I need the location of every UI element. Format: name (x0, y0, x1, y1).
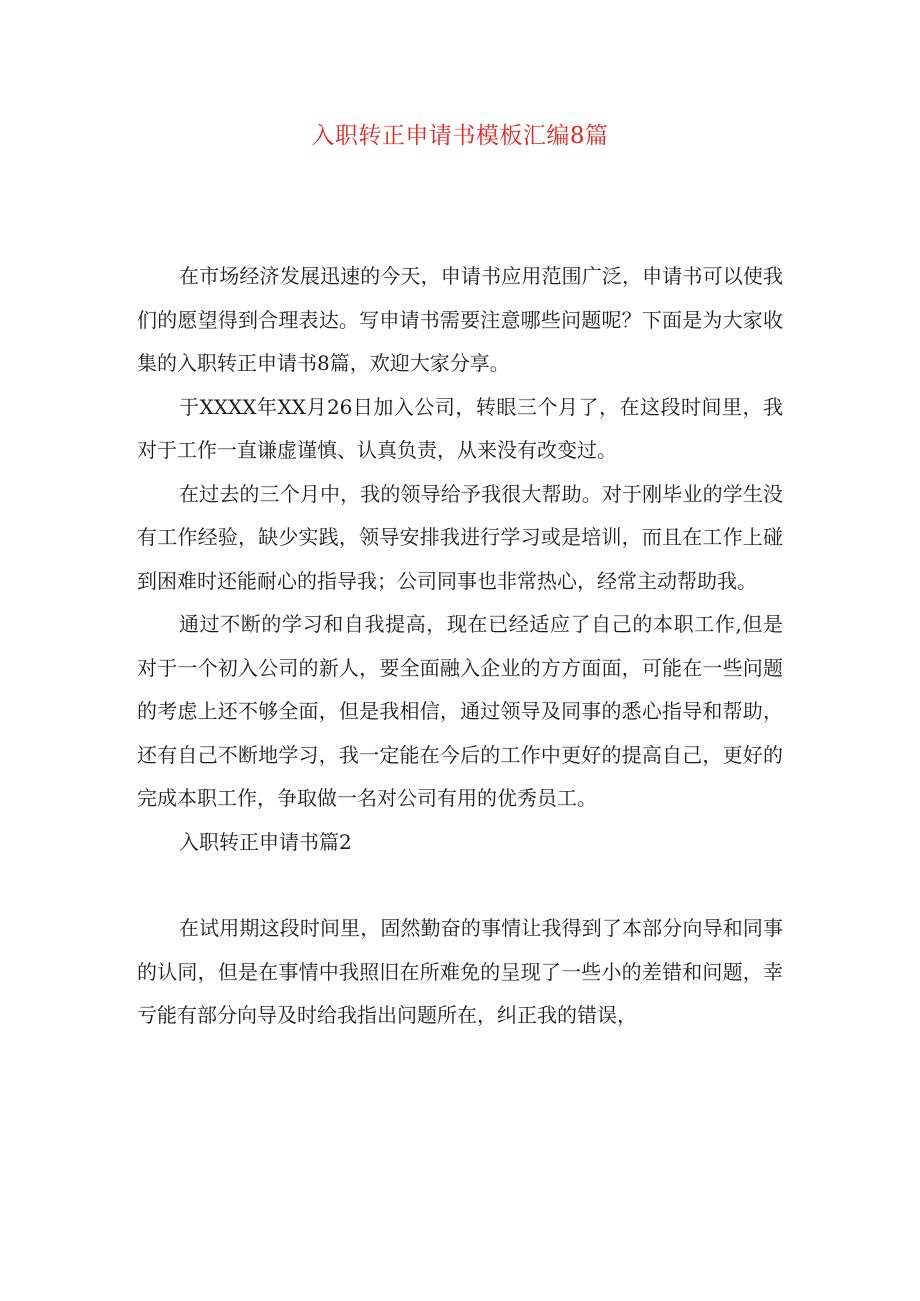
document-body (137, 255, 783, 1038)
paragraph-probation: 在试用期这段时间里，固然勤奋的事情让我得到了本部分向导和同事的认同，但是在事情中我照旧在所难免的呈现了一些小的差错和问题，幸亏能有部分向导及时给我指出问题所在，纠正我的错误， (137, 916, 783, 1027)
paragraph-join-date: 于XXXX年XX月26日加入公司，转眼三个月了，在这段时间里，我对于工作一直谦虚谨慎、认真负责，从来没有改变过。 (137, 394, 783, 462)
paragraph-intro: 在市场经济发展迅速的今天，申请书应用范围广泛，申请书可以使我们的愿望得到合理表达。写申请书需要注意哪些问题呢？下面是为大家收集的入职转正申请书8篇，欢迎大家分享。 (137, 264, 783, 375)
section-spacer (137, 864, 783, 907)
paragraph-leadership-help: 在过去的三个月中，我的领导给予我很大帮助。对于刚毕业的学生没有工作经验，缺少实践，领导安排我进行学习或是培训，而且在工作上碰到困难时还能耐心的指导我；公司同事也非常热心，经常主动帮助我。 (137, 481, 783, 593)
section-heading: 入职转正申请书篇2 (179, 829, 352, 854)
document-title: 入职转正申请书模板汇编8篇 (311, 123, 609, 149)
paragraph-self-improvement: 通过不断的学习和自我提高，现在已经适应了自己的本职工作,但是对于一个初入公司的新人，要全面融入企业的方方面面，可能在一些问题的考虑上还不够全面，但是我相信，通过领导及同事的悉心指导和帮助，还有自己不断地学习，我一定能在今后的工作中更好的提高自己，更好的完成本职工作，争取做一名对公司有用的优秀员工。 (137, 612, 783, 810)
